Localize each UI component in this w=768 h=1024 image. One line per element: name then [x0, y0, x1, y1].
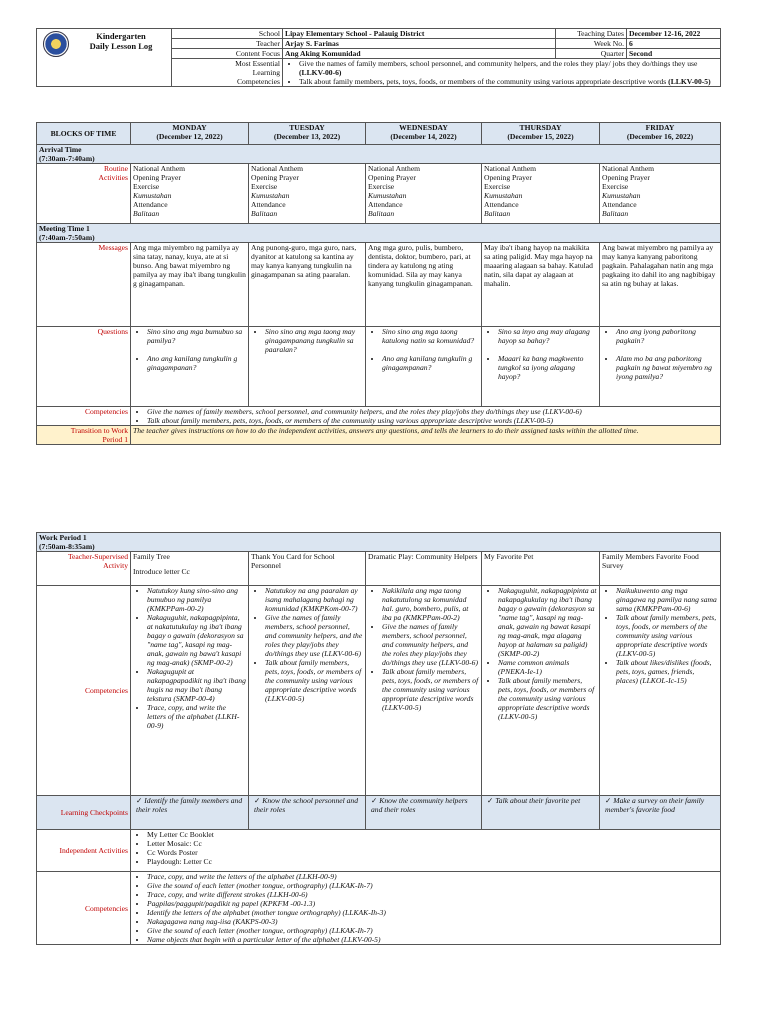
work-competency-cell: • Nakaguguhit, nakapagpipinta at nakapagkukulay ng iba't ibang bagay o gawain (dekorasyon sa "name tag", kasapi ng mag-anak, gawain ng bawat kasapi ng mag-anak, mga alagang hayop at halaman sa paligid) (SKMP-00-2) • Name common animals (PNEKA-Ie-1) • Talk about family members, pets, toys, foods, or members of the community using various appropriate descriptive words (LLKV-00-5) [482, 586, 600, 796]
melc-item: • Talk about family members, pets, toys, foods, or members of the community using various appropriate descriptive words (LLKV-00-5) [299, 77, 718, 86]
arrival-time-section: Arrival Time (7:30am-7:40am) [37, 145, 721, 164]
routine-cell: National Anthem Opening Prayer Exercise Kumustahan Attendance Balitaan [131, 164, 249, 224]
week-label: Week No. [556, 39, 627, 49]
quarter-label: Quarter [556, 49, 627, 59]
school-label: School [172, 29, 283, 39]
message-cell: May iba't ibang hayop na makikita sa ating paligid. May mga hayop na maaaring alagaan sa bahay. Katulad natin, sila dapat ay alagaan at mahalin. [482, 243, 600, 327]
dates-label: Teaching Dates [556, 29, 627, 39]
header-title-line1: Kindergarten [96, 31, 146, 41]
work-competency-cell: • Nakikilala ang mga taong nakatutulong sa komunidad hal. guro, bombero, pulis, at iba pa (KMKPPam-00-2) • Give the names of family members, school personnel, and community helpers, and the roles they play/jobs they do/things they use (LLKV-00-6) • Talk about family members, pets, toys, foods, or members of the community using various appropriate descriptive words (LLKV-00-5) [366, 586, 482, 796]
independent-label: Independent Activities [37, 830, 131, 872]
checkpoint-cell: ✓ Know the community helpers and their roles [366, 796, 482, 830]
message-cell: Ang punong-guro, mga guro, nars, dyanitor at katulong sa kantina ay may kanya kanyang tungkulin na ginagampanan sa ating paaralan. [249, 243, 366, 327]
content-focus-label: Content Focus [172, 49, 283, 59]
melc-label: Most Essential Learning Competencies [172, 59, 283, 87]
message-cell: Ang mga guro, pulis, bumbero, dentista, doktor, bumbero, pari, at tindera ay katulong ng ating komunidad. Sila ay may kanya kanyang tungkulin ginagampanan. [366, 243, 482, 327]
transition-text: The teacher gives instructions on how to do the independent activities, answers any questions, and tells the learners to do their assigned tasks within the allotted time. [131, 426, 721, 445]
deped-seal-icon [43, 31, 69, 57]
message-cell: Ang mga miyembro ng pamilya ay sina tatay, nanay, kuya, ate at si bunso. Ang bawat miyembro ng pamilya ay may iba't ibang tungkulin g ginagampanan. [131, 243, 249, 327]
routine-cell: National Anthem Opening Prayer Exercise Kumustahan Attendance Balitaan [366, 164, 482, 224]
activity-cell: Family Tree Introduce letter Cc [131, 552, 249, 586]
independent-competencies: • Trace, copy, and write the letters of the alphabet (LLKH-00-9) • Give the sound of each letter (mother tongue, orthography) (LLKAK-Ih-7) • Trace, copy, and write different strokes (LLKH-00-6) • Pagpilas/paggupit/pagdikit ng papel (KPKFM -00-1.3) • Identify the letters of the alphabet (mother tongue orthography) (LLKAK-Ih-3) • Nakagagawa nang nag-iisa (KAKPS-00-3) • Give the sound of each letter (mother tongue, orthography) (LLKAK-Ih-7) • Name objects that begin with a particular letter of the alphabet (LLKV-00-5) [131, 872, 721, 945]
teacher-value: Arjay S. Farinas [283, 39, 556, 49]
question-cell: • Sino sino ang mga bumubuo sa pamilya? • Ano ang kanilang tungkulin g ginagampanan? [131, 327, 249, 407]
day-header-wednesday: WEDNESDAY (December 14, 2022) [366, 123, 482, 145]
work-period-section: Work Period 1 (7:50am-8:35am) [37, 533, 721, 552]
header-table [36, 28, 721, 87]
activity-cell: Dramatic Play: Community Helpers [366, 552, 482, 586]
routine-cell: National Anthem Opening Prayer Exercise Kumustahan Attendance Balitaan [482, 164, 600, 224]
questions-label: Questions [37, 327, 131, 407]
question-cell: • Sino sino ang mga taong may ginagampanang tungkulin sa paaralan? [249, 327, 366, 407]
header-title-line2: Daily Lesson Log [89, 41, 153, 51]
question-cell: • Sino sino ang mga taong katulong natin sa komunidad? • Ano ang kanilang tungkulin g ginagampanan? [366, 327, 482, 407]
work-competency-cell: • Natutukoy kung sino-sino ang bumubuo ng pamilya (KMKPPam-00-2) • Nakaguguhit, nakapagpipinta, at nakatutukulay ng iba't ibang bagay o gawain (dekorasyon sa "name tag", kasapi ng mag-anak, gawain ng bawa't kasapi ng mag-anak) (SKMP-00-2) • Nakagugupit at nakapagpapadikit ng iba't ibang hugis na may iba't ibang tekstura (SKMP-00-4) • Trace, copy, and write the letters of the alphabet (LLKH-00-9) [131, 586, 249, 796]
week-value: 6 [627, 39, 721, 49]
quarter-value: Second [627, 49, 721, 59]
activity-cell: My Favorite Pet [482, 552, 600, 586]
activity-cell: Thank You Card for School Personnel [249, 552, 366, 586]
routine-label: Routine Activities [37, 164, 131, 224]
checkpoint-cell: ✓ Identify the family members and their roles [131, 796, 249, 830]
routine-cell: National Anthem Opening Prayer Exercise Kumustahan Attendance Balitaan [249, 164, 366, 224]
work-competency-cell: • Naikukuwento ang mga ginagawa ng pamilya nang sama sama (KMKPPam-00-6) • Talk about family members, pets, toys, foods, or members of the community using various appropriate descriptive words (LLKV-00-5) • Talk about likes/dislikes (foods, pets, toys, games, friends, places) (LLKOL-Ic-15) [600, 586, 721, 796]
day-header-monday: MONDAY (December 12, 2022) [131, 123, 249, 145]
blocks-of-time-header: BLOCKS OF TIME [37, 123, 131, 145]
messages-label: Messages [37, 243, 131, 327]
work-period-table [36, 532, 721, 945]
dates-value: December 12-16, 2022 [627, 29, 721, 39]
meeting-time-section: Meeting Time 1 (7:40am-7:50am) [37, 224, 721, 243]
day-header-friday: FRIDAY (December 16, 2022) [600, 123, 721, 145]
competencies-label: Competencies [37, 407, 131, 426]
independent-activities: • My Letter Cc Booklet • Letter Mosaic: Cc • Cc Words Poster • Playdough: Letter Cc [131, 830, 721, 872]
tsa-label: Teacher-Supervised Activity [37, 552, 131, 586]
schedule-table [36, 122, 721, 445]
question-cell: • Ano ang iyong paboritong pagkain? • Alam mo ba ang paboritong pagkain ng bawat miyembro ng iyong pamilya? [600, 327, 721, 407]
day-header-thursday: THURSDAY (December 15, 2022) [482, 123, 600, 145]
work-competencies-label: Competencies [37, 586, 131, 796]
message-cell: Ang bawat miyembro ng pamilya ay may kanya kanyang paboritong pagkain. Pahalagahan natin ang mga pagkaing ito dahil ito ang nagbibigay sa atin ng buhay at lakas. [600, 243, 721, 327]
work-competency-cell: • Natutukoy na ang paaralan ay isang mahalagang bahagi ng komunidad (KMKPKom-00-7) • Give the names of family members, school personnel, and community helpers, and the roles they play/jobs they do/things they use (LLKV-00-6) • Talk about family members, pets, toys, foods, or members of the community using various appropriate descriptive words (LLKV-00-5) [249, 586, 366, 796]
school-value: Lipay Elementary School - Palauig District [283, 29, 556, 39]
day-header-tuesday: TUESDAY (December 13, 2022) [249, 123, 366, 145]
independent-competencies-label: Competencies [37, 872, 131, 945]
content-focus-value: Ang Aking Komunidad [283, 49, 556, 59]
melc-item: • Give the names of family members, school personnel, and community helpers, and the roles they play/ jobs they do/things they use (LLKV-00-6) [299, 59, 718, 77]
transition-label: Transition to Work Period 1 [37, 426, 131, 445]
checkpoints-label: Learning Checkpoints [37, 796, 131, 830]
teacher-label: Teacher [172, 39, 283, 49]
checkpoint-cell: ✓ Know the school personnel and their roles [249, 796, 366, 830]
activity-cell: Family Members Favorite Food Survey [600, 552, 721, 586]
question-cell: • Sino sa inyo ang may alagang hayop sa bahay? • Maaari ka bang magkwento tungkol sa iyong alagang hayop? [482, 327, 600, 407]
meeting-competencies: • Give the names of family members, school personnel, and community helpers, and the roles they play/jobs they do/things they use (LLKV-00-6) • Talk about family members, pets, toys, foods, or members of the community using various appropriate descriptive words (LLKV-00-5) [131, 407, 721, 426]
header-title-cell [37, 29, 172, 87]
melc-list [283, 59, 721, 87]
routine-cell: National Anthem Opening Prayer Exercise Kumustahan Attendance Balitaan [600, 164, 721, 224]
checkpoint-cell: ✓ Make a survey on their family member's favorite food [600, 796, 721, 830]
checkpoint-cell: ✓ Talk about their favorite pet [482, 796, 600, 830]
